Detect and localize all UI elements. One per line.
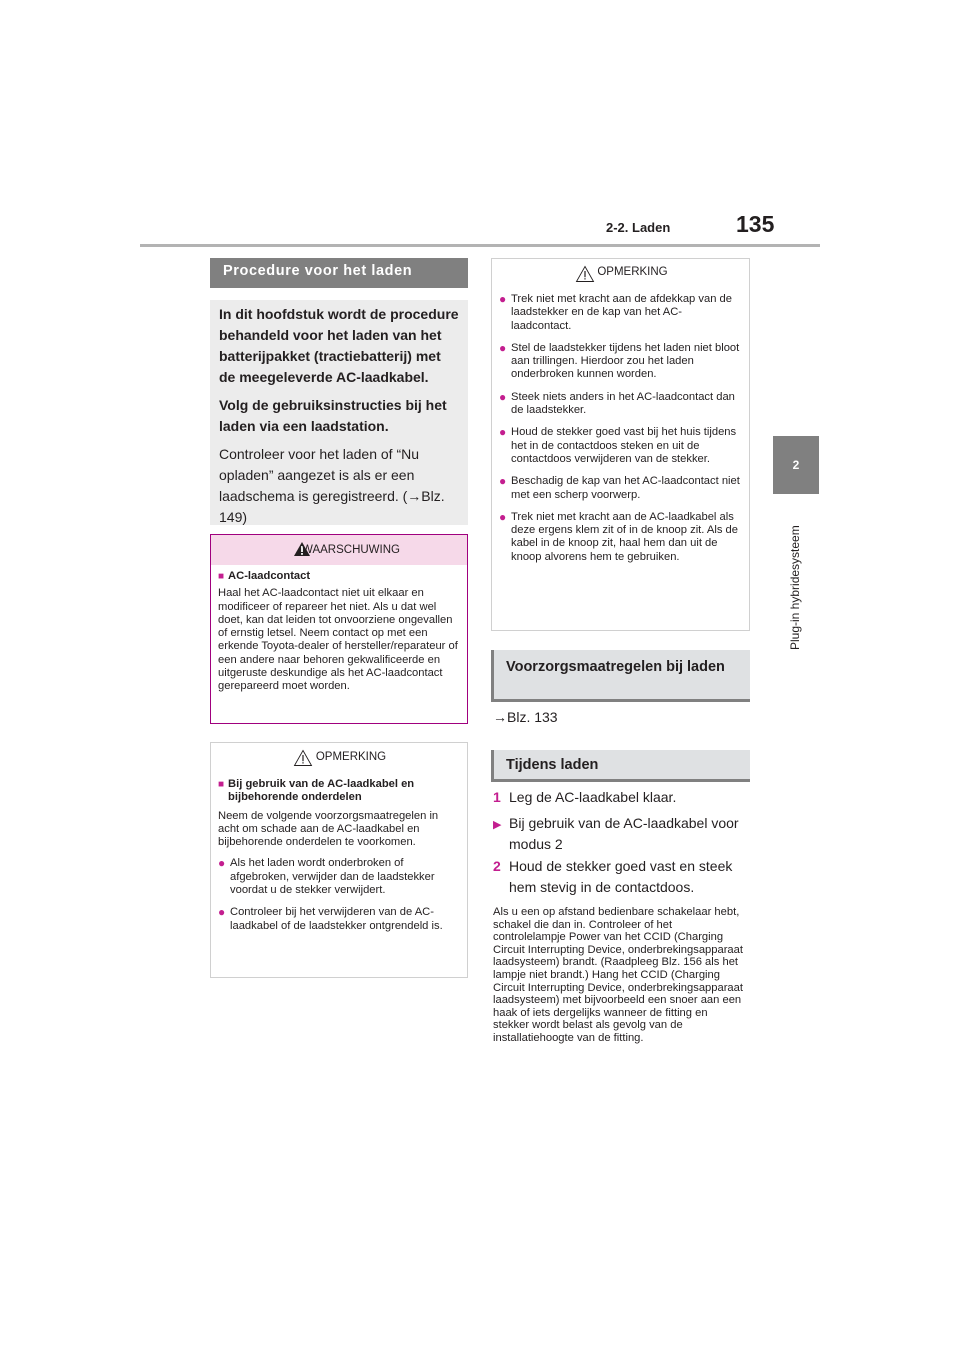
step-text: Houd de stekker goed vast en steek hem stevig in de contactdoos. bbox=[509, 858, 733, 895]
bullet-dot-icon: ● bbox=[499, 509, 507, 524]
chapter-label-text: Plug-in hybridesysteem bbox=[788, 525, 802, 650]
intro-box bbox=[210, 300, 468, 525]
list-item-text: Als het laden wordt onderbroken of afgebroken, verwijder dan de laadstekker voordat u de stekker verwijdert. bbox=[230, 857, 435, 897]
notice-box-right bbox=[491, 258, 750, 631]
list-item-text: Houd de stekker goed vast bij het huis tijdens het in de contactdoos steken en uit de contactdoos verwijderen van de stekker. bbox=[511, 426, 737, 465]
chapter-tab: 2 bbox=[773, 436, 819, 494]
bullet-dot-icon: ● bbox=[499, 340, 507, 355]
page-reference: →Blz. 133 bbox=[493, 709, 558, 725]
charging-note: Als u een op afstand bedienbare schakelaar hebt, schakel die dan in. Controleer of het controlelampje Power van het CCID (Charging Circuit Interrupting Device, onderbrekingsapparaat laadsysteem) brandt. (Raadpleeg Blz. 156 als het lampje niet brandt.) Hang het CCID (Charging Circuit Interrupting Device, onderbrekingsapparaat laadsysteem) met bijvoorbeeld een snoer aan een haak of iets dergelijks wanneer de fitting en stekker wordt belast als gevolg van de installatiehoogte van de fitting. bbox=[493, 906, 743, 1044]
intro-normal: Controleer voor het laden of “Nu opladen” aangezet is als er een laadschema is geregistreerd. (→Blz. 149) bbox=[219, 446, 445, 525]
warning-box bbox=[210, 534, 468, 724]
list-item bbox=[499, 391, 741, 418]
square-bullet-icon: ■ bbox=[218, 779, 225, 790]
bullet-dot-icon: ● bbox=[218, 905, 226, 920]
list-item-text: Stel de laadstekker tijdens het laden niet bloot aan trillingen. Hierdoor zou het laden onderbroken kunnen worden. bbox=[511, 341, 740, 381]
list-item bbox=[499, 293, 741, 333]
step-number: 1 bbox=[493, 789, 501, 805]
page-number: 135 bbox=[736, 211, 775, 237]
bullet-dot-icon: ● bbox=[499, 389, 507, 404]
triangle-pointer-icon: ▶ bbox=[493, 819, 502, 831]
list-item bbox=[499, 342, 741, 382]
list-item-text: Trek niet met kracht aan de afdekkap van de laadstekker en de kap van het AC-laadcontact. bbox=[511, 293, 732, 332]
notice-item-title bbox=[218, 778, 459, 805]
step-2 bbox=[493, 856, 751, 898]
list-item bbox=[499, 426, 741, 466]
intro-bold-2: Volg de gebruiksinstructies bij het laden via een laadstation. bbox=[219, 397, 447, 434]
square-bullet-icon: ■ bbox=[218, 571, 225, 582]
chapter-label bbox=[780, 510, 810, 650]
notice-item-title-text: Bij gebruik van de AC-laadkabel en bijbehorende onderdelen bbox=[228, 778, 415, 804]
notice-text: Neem de volgende voorzorgsmaatregelen in acht om schade aan de AC-laadkabel en bijbehorende onderdelen te voorkomen. bbox=[218, 809, 439, 849]
warning-item-title bbox=[218, 570, 459, 583]
warning-item-title-text: AC-laadcontact bbox=[228, 570, 311, 582]
list-item-text: Controleer bij het verwijderen van de AC-laadkabel of de laadstekker ontgrendeld is. bbox=[230, 906, 443, 932]
notice-header-left bbox=[211, 743, 467, 773]
list-item-text: Trek niet met kracht aan de AC-laadkabel als deze ergens klem zit of in de knoop zit. Als de kabel in de knoop zit, haal hem dan uit de knoop alvorens hem te gebruiken. bbox=[511, 510, 738, 563]
section-label: 2-2. Laden bbox=[606, 220, 671, 235]
notice-box-left bbox=[210, 742, 468, 978]
list-item bbox=[218, 857, 459, 897]
warning-label: WAARSCHUWING bbox=[302, 544, 400, 556]
sub-step-text: Bij gebruik van de AC-laadkabel voor modus 2 bbox=[509, 815, 739, 852]
list-item bbox=[499, 475, 741, 502]
bullet-dot-icon: ● bbox=[218, 856, 226, 871]
section-title-during-charging: Tijdens laden bbox=[491, 750, 750, 782]
header-rule bbox=[140, 244, 820, 247]
warning-text: Haal het AC-laadcontact niet uit elkaar en modificeer of repareer het niet. Als u dat wel doet, kan dat leiden tot onvoorziene ongevallen of ernstig letsel. Neem contact op met een erkende Toyota-dealer of hersteller/reparateur of een andere naar behoren gekwalificeerde en uitgeruste deskundige als het AC-laadcontact gerepareerd moet worden. bbox=[218, 587, 458, 693]
step-number: 2 bbox=[493, 858, 501, 874]
intro-bold: In dit hoofdstuk wordt de procedure behandeld voor het laden van het batterijpakket (tractiebatterij) met de meegeleverde AC-laadkabel. bbox=[219, 306, 459, 385]
list-item-text: Steek niets anders in het AC-laadcontact dan de laadstekker. bbox=[511, 390, 735, 417]
sub-step bbox=[493, 813, 743, 855]
bullet-dot-icon: ● bbox=[499, 474, 507, 489]
warning-header bbox=[211, 535, 467, 565]
bullet-dot-icon: ● bbox=[499, 425, 507, 440]
notice-label-left: OPMERKING bbox=[315, 751, 387, 763]
section-title-precautions: Voorzorgsmaatregelen bij laden bbox=[491, 650, 750, 702]
list-item bbox=[499, 511, 741, 564]
step-text: Leg de AC-laadkabel klaar. bbox=[509, 789, 677, 805]
notice-label-right: OPMERKING bbox=[597, 266, 668, 278]
notice-header-right bbox=[492, 259, 749, 289]
step-1 bbox=[493, 787, 751, 808]
bullet-dot-icon: ● bbox=[499, 292, 507, 306]
list-item bbox=[218, 906, 459, 933]
section-title-procedure: Procedure voor het laden bbox=[210, 258, 468, 288]
list-item-text: Beschadig de kap van het AC-laadcontact niet met een scherp voorwerp. bbox=[511, 475, 740, 501]
